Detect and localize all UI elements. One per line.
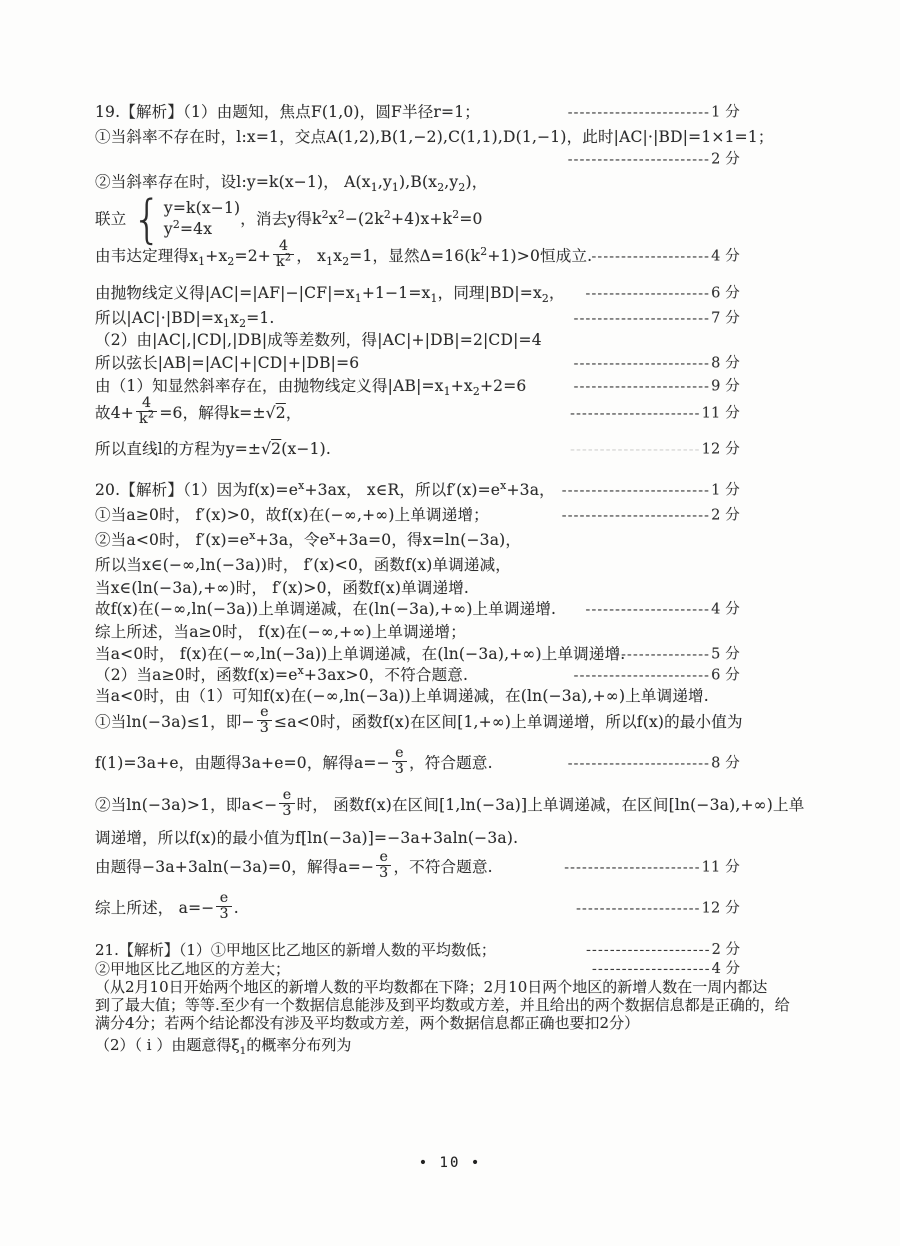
score-label: 11 分 [701,405,740,422]
score-mark [592,960,740,978]
dash-leader: ----------------------- [573,378,711,394]
solution-line [95,579,840,598]
solution-line [95,704,840,739]
solution-line [95,440,840,459]
score-mark [591,247,740,266]
dash-leader: --------------------- [576,900,701,917]
score-mark [570,404,740,423]
score-label: 7 分 [711,310,740,326]
score-label: 11 分 [701,859,740,876]
score-label: 4 分 [711,248,740,265]
score-mark [574,377,740,396]
score-label: 2 分 [711,151,740,167]
line-text: 21.【解析】（1）①甲地区比乙地区的新增人数的平均数低； [95,941,496,959]
line-text: ①当ln(−3a)≤1，即− $\frac{e}{3}$ ≤a<0时，函数f(x)在区间[1,+∞)上单调递增，所以f(x)的最小值为 [95,704,743,737]
dash-leader: --------------------- [585,601,711,617]
score-label: 2 分 [711,942,740,958]
score-mark [574,666,740,685]
line-text: 当a<0时， f(x)在(−∞,ln(−3a))上单调递减，在(ln(−3a),+∞)上单调递增. [95,645,626,663]
solution-line [95,645,840,664]
score-label: 1 分 [711,482,740,498]
system-prefix: 联立 [95,209,127,228]
line-text: 当a<0时，由（1）可知f(x)在(−∞,ln(−3a))上单调递减，在(ln(−3a),+∞)上单调递增. [95,687,709,705]
score-mark [564,858,740,877]
line-text: 调递增，所以f(x)的最小值为f[ln(−3a)]=−3a+3aln(−3a). [95,829,519,847]
score-label: 12 分 [701,441,740,457]
line-text: 20.【解析】（1）因为$f(x)=e^x+3ax$， x∈R，所以$f'(x)=e^x+3a$， [95,478,555,499]
dash-leader: ------------------------ [567,151,711,167]
dash-leader: --------------------- [586,942,711,958]
line-text: 由（1）知显然斜率存在，由抛物线定义得$|AB|=x_1+x_2+2=6$ [95,377,527,399]
dash-leader: ---------------- [615,646,711,662]
score-mark [574,309,740,328]
score-label: 12 分 [701,900,740,917]
solution-line [95,890,840,925]
line-text: 所以弦长|AB|=|AC|+|CD|+|DB|=6 [95,354,360,372]
score-mark [568,754,740,773]
line-text: ②当a<0时， $f'(x)=e^x+3a$，令$e^x+3a=0$，得x=ln(−3a)， [95,528,522,549]
dash-leader: ----------------------- [564,859,701,876]
line-text: ②当斜率存在时，设l:y=k(x−1)， $A(x_1,y_1),B(x_2,y_2)$， [95,173,488,195]
line-text: 所以当x∈(−∞,ln(−3a))时， f′(x)<0，函数f(x)单调递减， [95,556,512,574]
score-label: 5 分 [711,646,740,662]
solution-line [95,663,840,685]
system-equations [164,200,240,239]
score-mark [562,481,740,500]
solution-line [95,829,840,848]
solution-line [95,941,840,959]
line-text: ①当斜率不存在时，l:x=1，交点A(1,2),B(1,−2),C(1,1),D(1,−1)，此时|AC|·|BD|=1×1=1； [95,128,774,146]
solution-line [95,849,840,884]
line-text: 所以直线l的方程为y=±√2(x−1). [95,440,332,458]
score-mark [615,645,740,664]
score-label: 6 分 [711,285,740,301]
solution-line [95,687,840,706]
solution-line [95,506,840,525]
solution-line [95,787,840,822]
left-brace-icon: { [132,188,162,250]
solution-line [95,173,840,195]
solution-line [95,556,840,575]
solution-line [95,395,840,430]
solution-line [95,354,840,373]
solution-line [95,1014,840,1032]
score-label: 8 分 [711,355,740,371]
score-mark [574,354,740,373]
solution-line [95,103,840,122]
solution-line [95,745,840,780]
dash-leader: -------------------- [591,248,711,265]
line-text: 综上所述， a=− $\frac{e}{3}$ . [95,890,239,923]
dash-leader: --------------------- [585,285,711,301]
line-text: 由题得−3a+3aln(−3a)=0，解得a=− $\frac{e}{3}$ ，不符合题意. [95,849,493,882]
line-text: ②当ln(−3a)>1，即a<− $\frac{e}{3}$ 时， 函数f(x)在区间[1,ln(−3a)]上单调递减，在区间[ln(−3a),+∞)上单 [95,787,805,820]
solution-line [95,150,840,169]
score-mark [570,440,740,459]
solution-line [95,996,840,1014]
equation: $y^2=4x$ [163,217,213,238]
score-label: 4 分 [711,961,740,977]
score-label: 2 分 [711,507,740,523]
score-label: 1 分 [711,104,740,120]
solution-line [95,128,840,147]
score-mark [586,284,740,303]
line-text: （2）由|AC|,|CD|,|DB|成等差数列，得|AC|+|DB|=2|CD|=4 [95,331,542,349]
score-label: 4 分 [711,601,740,617]
dash-leader: ------------------------- [561,482,711,498]
score-mark [586,941,740,959]
line-text: 故4+ $\frac{4}{k^2}$ =6，解得k=±√2， [95,395,302,428]
solution-line [95,377,840,399]
solution-line [95,528,840,550]
score-label: 9 分 [711,378,740,394]
solution-line [95,284,840,306]
solution-line [95,309,840,331]
line-text: f(1)=3a+e，由题得3a+e=0，解得a=− $\frac{e}{3}$ ，符合题意. [95,745,493,778]
line-text: 由抛物线定义得$|AC|=|AF|-|CF|=x_1+1-1=x_1$，同理$|BD|=x_2$， [95,284,565,306]
solution-line [95,331,840,350]
solution-line [95,623,840,642]
equation: y=k(x−1) [163,198,241,217]
line-text: 当x∈(ln(−3a),+∞)时， f′(x)>0，函数f(x)单调递增. [95,579,470,597]
line-text: 故f(x)在(−∞,ln(−3a))上单调递减，在(ln(−3a),+∞)上单调递增. [95,600,557,618]
score-mark [568,103,740,122]
score-label: 6 分 [711,667,740,683]
score-mark [586,600,740,619]
dash-leader: ----------------------- [573,355,711,371]
line-text: ①当a≥0时， f′(x)>0，故f(x)在(−∞,+∞)上单调递增； [95,506,489,524]
score-mark [568,150,740,169]
equation-system-line [95,188,840,250]
solution-line [95,960,840,978]
score-mark [562,506,740,525]
page-number: • 10 • [418,1155,482,1171]
line-text: 综上所述，当a≥0时， f(x)在(−∞,+∞)上单调递增； [95,623,466,641]
line-text: 所以$|AC|\cdot|BD|=x_1x_2=1$. [95,309,275,331]
solution-line [95,978,840,996]
dash-leader: ----------------------- [573,667,711,683]
dash-leader: ------------------------ [567,755,711,772]
solution-line [95,1036,840,1057]
solution-line [95,238,840,273]
system-suffix: ，消去y得$k^2x^2-(2k^2+4)x+k^2=0$ [240,207,483,228]
dash-leader: ----------------------- [573,310,711,326]
dash-leader: ---------------------- [570,405,701,422]
line-text: 19.【解析】（1）由题知，焦点F(1,0)，圆F半径r=1； [95,103,480,121]
dash-leader: ---------------------- [570,441,701,457]
dash-leader: ------------------------ [567,104,711,120]
line-text: 由韦达定理得$x_1+x_2=2+$ $\frac{4}{k^2}$ ， $x_1x_2=1$，显然$\Delta=16(k^2+1)>0$恒成立. [95,238,593,271]
dash-leader: -------------------- [592,961,711,977]
line-text: （2）（ i ）由题意得$\xi_1$的概率分布列为 [95,1036,352,1057]
solution-line [95,478,840,500]
solution-line [95,600,840,619]
score-mark [576,899,740,918]
line-text: 到了最大值；等等.至少有一个数据信息能涉及到平均数或方差，并且给出的两个数据信息都是正确的，给 [95,996,790,1014]
line-text: （从2月10日开始两个地区的新增人数的平均数都在下降；2月10日两个地区的新增人数在一周内都达 [95,978,768,996]
score-label: 8 分 [711,755,740,772]
line-text: （2）当a≥0时，函数$f(x)=e^x+3ax>0$，不符合题意. [95,663,469,684]
line-text: 满分4分；若两个结论都没有涉及平均数或方差，两个数据信息都正确也要扣2分） [95,1014,640,1032]
dash-leader: ------------------------- [561,507,711,523]
line-text: ②甲地区比乙地区的方差大； [95,960,291,978]
